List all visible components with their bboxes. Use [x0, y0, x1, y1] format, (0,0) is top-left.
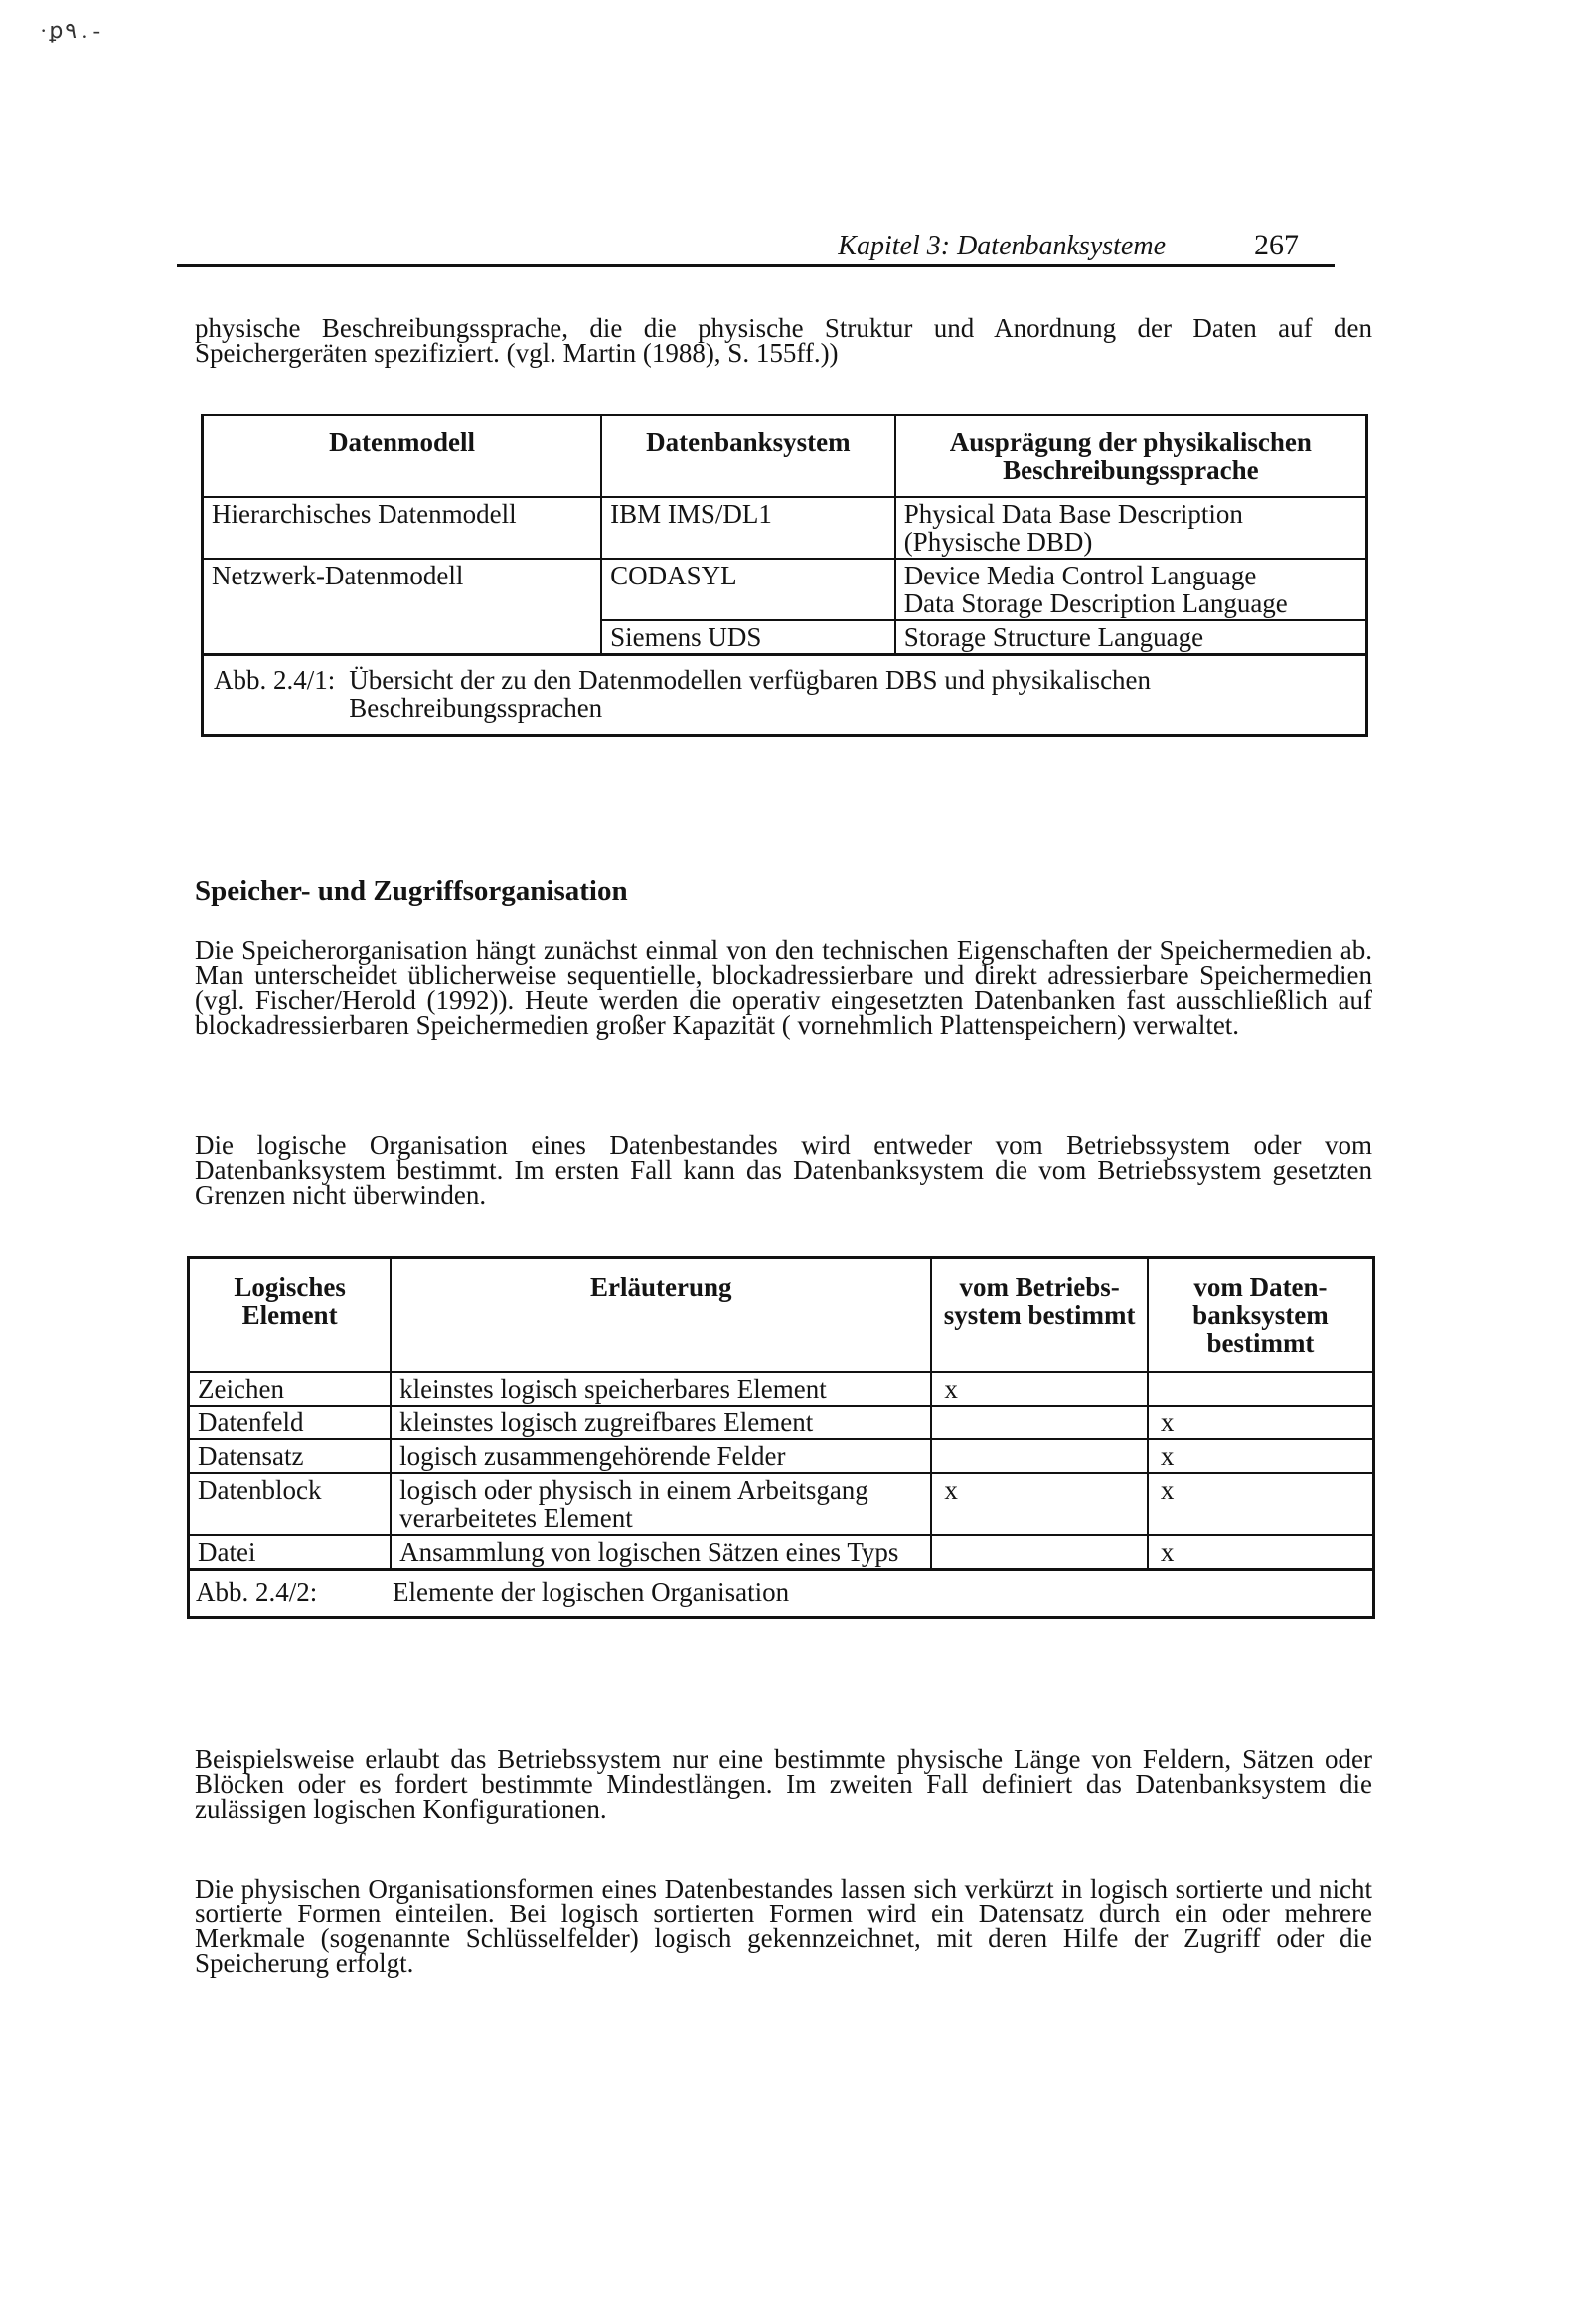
cell-element: Datei — [189, 1535, 392, 1570]
table-header-row — [189, 1258, 1374, 1373]
language-line: Physical Data Base Description — [903, 499, 1243, 529]
paragraph: Die logische Organisation eines Datenbestandes wird entweder vom Betriebssystem oder vom Datenbanksystem bestimmt. Im ersten Fall kann das Datenbanksystem die vom Betriebssystem gesetzten Grenzen nicht überwinden. — [195, 1130, 1372, 1210]
cell-description: Ansammlung von logischen Sätzen eines Typs — [391, 1535, 931, 1570]
caption-text: Übersicht der zu den Datenmodellen verfügbaren DBS und physikalischen Beschreibungssprachen — [349, 665, 1152, 723]
cell-system: CODASYL — [601, 559, 895, 620]
paragraph: Beispielsweise erlaubt das Betriebssystem nur eine bestimmte physische Länge von Feldern, Sätzen oder Blöcken oder es fordert bestimmte Mindestlängen. Im zweiten Fall definiert das Datenbanksystem die zulässigen logischen Konfigurationen. — [195, 1744, 1372, 1824]
cell-dbs-mark: x — [1148, 1535, 1374, 1570]
table-row — [189, 1372, 1374, 1406]
cell-element: Datenblock — [189, 1473, 392, 1535]
caption-label: Abb. 2.4/2: — [196, 1577, 318, 1607]
table-caption-row — [203, 655, 1367, 736]
table-caption — [189, 1570, 1374, 1618]
cell-dbs-mark: x — [1148, 1406, 1374, 1439]
language-line: Data Storage Description Language — [903, 588, 1288, 618]
cell-os-mark: x — [931, 1372, 1147, 1406]
cell-system: IBM IMS/DL1 — [601, 497, 895, 559]
cell-description: logisch zusammengehörende Felder — [391, 1439, 931, 1473]
caption-text: Elemente der logischen Organisation — [393, 1577, 790, 1607]
column-header: Datenbanksystem — [601, 415, 895, 498]
cell-dbs-mark: x — [1148, 1473, 1374, 1535]
cell-description: kleinstes logisch zugreifbares Element — [391, 1406, 931, 1439]
cell-description: kleinstes logisch speicherbares Element — [391, 1372, 931, 1406]
cell-element: Zeichen — [189, 1372, 392, 1406]
chapter-title: Kapitel 3: Datenbanksysteme — [838, 231, 1166, 261]
table-logische-elemente — [187, 1256, 1375, 1619]
table-header-row — [203, 415, 1367, 498]
cell-dbs-mark — [1148, 1372, 1374, 1406]
table-caption — [203, 655, 1367, 736]
cell-element: Datensatz — [189, 1439, 392, 1473]
intro-paragraph: physische Beschreibungssprache, die die physische Struktur und Anordnung der Daten auf den Speichergeräten spezifiziert. (vgl. Martin (1988), S. 155ff.)) — [195, 313, 1372, 368]
cell-system: Siemens UDS — [601, 620, 895, 655]
cell-language: Storage Structure Language — [895, 620, 1367, 655]
paragraph: Die physischen Organisationsformen eines Datenbestandes lassen sich verkürzt in logisch sortierte und nicht sortierte Formen einteilen. Bei logisch sortierten Formen wird ein Datensatz durch ein oder mehrere Merkmale (sogenannte Schlüsselfelder) logisch gekennzeichnet, mit deren Hilfe der Zugriff oder die Speicherung erfolgt. — [195, 1874, 1372, 1978]
cell-language — [895, 559, 1367, 620]
cell-os-mark — [931, 1439, 1147, 1473]
column-header: vom Daten-banksystem bestimmt — [1148, 1258, 1374, 1373]
table-row — [189, 1406, 1374, 1439]
cell-element: Datenfeld — [189, 1406, 392, 1439]
paragraph: Die Speicherorganisation hängt zunächst einmal von den technischen Eigenschaften der Speichermedien ab. Man unterscheidet üblicherweise sequentielle, blockadressierbare und direkt adressierbare Speichermedien (vgl. Fischer/Herold (1992)). Heute werden die operativ eingesetzten Datenbanken fast ausschließlich auf blockadressierbaren Speichermedien großer Kapazität ( vornehmlich Plattenspeichern) verwaltet. — [195, 935, 1372, 1040]
cell-description: logisch oder physisch in einem Arbeitsgang verarbeitetes Element — [391, 1473, 931, 1535]
cell-model: Netzwerk-Datenmodell — [203, 559, 602, 655]
scan-artifact: ·ꝑ۹ . - — [40, 18, 100, 43]
table-row — [189, 1473, 1374, 1535]
column-header: Ausprägung der physikalischen Beschreibungssprache — [895, 415, 1367, 498]
table-datenmodelle — [201, 414, 1368, 737]
column-header: vom Betriebs-system bestimmt — [931, 1258, 1147, 1373]
caption-label: Abb. 2.4/1: — [214, 665, 336, 695]
language-line: (Physische DBD) — [903, 527, 1093, 557]
column-header: Datenmodell — [203, 415, 602, 498]
table-row — [189, 1439, 1374, 1473]
cell-model: Hierarchisches Datenmodell — [203, 497, 602, 559]
cell-language — [895, 497, 1367, 559]
table-caption-row — [189, 1570, 1374, 1618]
column-header: Erläuterung — [391, 1258, 931, 1373]
section-heading: Speicher- und Zugriffsorganisation — [195, 875, 628, 907]
cell-os-mark — [931, 1406, 1147, 1439]
language-line: Device Media Control Language — [903, 561, 1257, 590]
table-row — [189, 1535, 1374, 1570]
cell-dbs-mark: x — [1148, 1439, 1374, 1473]
page-number: 267 — [1254, 229, 1299, 261]
table-row — [203, 497, 1367, 559]
cell-os-mark: x — [931, 1473, 1147, 1535]
cell-os-mark — [931, 1535, 1147, 1570]
column-header: Logisches Element — [189, 1258, 392, 1373]
table-row — [203, 559, 1367, 620]
running-header — [177, 221, 1335, 267]
